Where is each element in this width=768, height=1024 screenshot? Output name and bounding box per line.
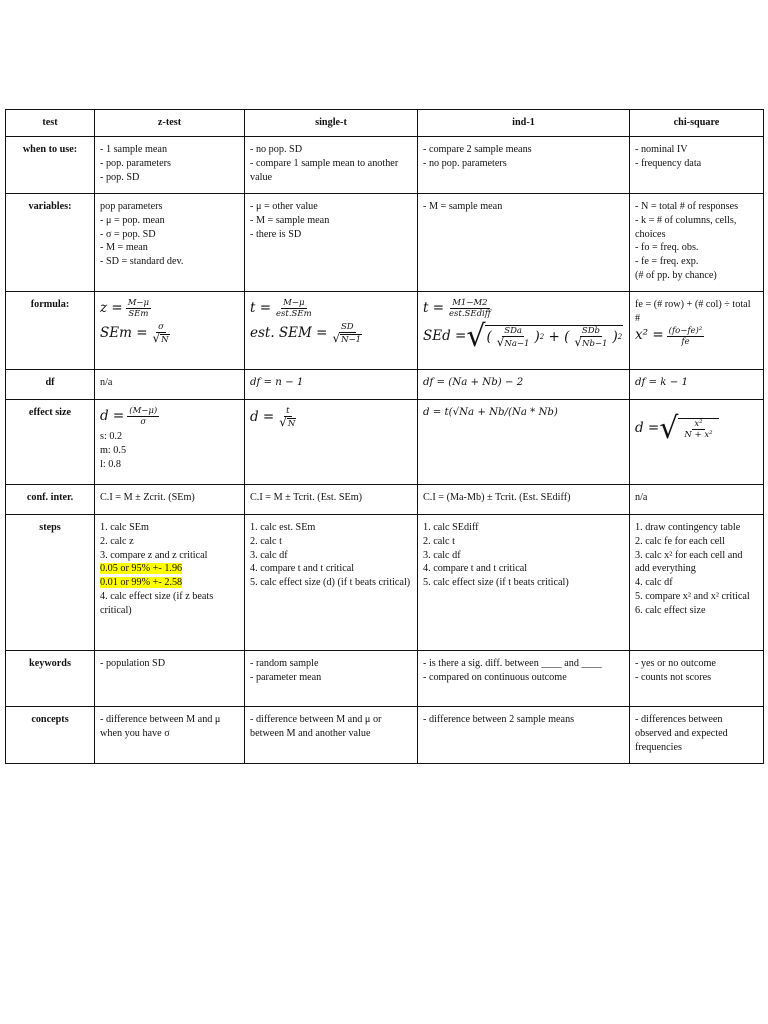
numerator: M−μ bbox=[127, 298, 150, 308]
radicand: N bbox=[161, 335, 169, 345]
cell-df-chi: df = k − 1 bbox=[630, 370, 764, 400]
cell-effect-chi bbox=[630, 400, 764, 485]
list-item: 3. calc x² for each cell and add everything bbox=[635, 549, 743, 575]
list-item: 2. calc z bbox=[100, 535, 134, 547]
header-chi-square: chi-square bbox=[630, 110, 764, 137]
cell-steps-ind bbox=[418, 515, 630, 651]
denominator: est.SEdiff bbox=[449, 309, 491, 319]
cell-when-t bbox=[245, 137, 418, 194]
list-item: - pop. parameters bbox=[100, 157, 171, 169]
list-item: l: 0.8 bbox=[100, 458, 121, 470]
sqrt-symbol: √ bbox=[332, 331, 341, 345]
fraction bbox=[495, 326, 532, 349]
list-item: - pop. SD bbox=[100, 171, 140, 183]
denominator bbox=[330, 333, 364, 345]
cell-formula-z bbox=[95, 292, 245, 370]
header-row bbox=[6, 110, 764, 137]
sqrt-symbol: √ bbox=[659, 411, 679, 446]
formula-lhs: d = bbox=[635, 420, 660, 437]
cell-steps-t bbox=[245, 515, 418, 651]
denominator bbox=[495, 337, 532, 349]
cell-variables-ind bbox=[418, 194, 630, 292]
cell-effect-ind: d = t(√Na + Nb/(Na * Nb) bbox=[418, 400, 630, 485]
row-variables bbox=[6, 194, 764, 292]
list-item: 1. calc est. SEm bbox=[250, 522, 316, 533]
highlighted-critical-value: 0.05 or 95% +- 1.96 bbox=[100, 563, 183, 575]
row-label-effect: effect size bbox=[6, 400, 95, 485]
list-item: 1. draw contingency table bbox=[635, 522, 741, 533]
radicand: N−1 bbox=[341, 335, 362, 345]
numerator: M1−M2 bbox=[452, 298, 488, 308]
list-item: s: 0.2 bbox=[100, 431, 123, 442]
fraction bbox=[127, 406, 159, 427]
fraction bbox=[447, 298, 493, 319]
denominator bbox=[572, 337, 609, 349]
radicand: N bbox=[287, 419, 296, 429]
fraction bbox=[330, 322, 364, 345]
list-item: - fe = freq. exp. bbox=[635, 256, 699, 268]
sed-formula bbox=[423, 319, 624, 354]
fraction bbox=[126, 298, 151, 319]
list-item: - μ = pop. mean bbox=[100, 214, 165, 226]
list-item: - compare 1 sample mean to another value bbox=[250, 157, 399, 183]
formula-lhs: z = bbox=[100, 299, 123, 316]
row-when-to-use bbox=[6, 137, 764, 194]
list-item: 3. compare z and z critical bbox=[100, 549, 208, 561]
cell-conf-z: C.I = M ± Zcrit. (SEm) bbox=[95, 485, 245, 515]
formula-lhs: d = bbox=[100, 407, 125, 424]
cell-keywords-ind bbox=[418, 651, 630, 707]
radicand: Nb−1 bbox=[582, 339, 608, 349]
formula-lhs: t = bbox=[423, 299, 445, 316]
list-item: - M = mean bbox=[100, 242, 148, 254]
row-keywords bbox=[6, 651, 764, 707]
list-item: - is there a sig. diff. between ____ and ____ bbox=[423, 658, 602, 669]
formula-lhs: est. SEM = bbox=[250, 324, 328, 341]
cell-keywords-chi bbox=[630, 651, 764, 707]
fraction bbox=[277, 406, 298, 429]
formula-lhs: x² = bbox=[635, 327, 664, 344]
cell-when-ind bbox=[418, 137, 630, 194]
list-item: (# of pp. by chance) bbox=[635, 269, 717, 281]
list-item: - population SD bbox=[100, 658, 166, 669]
list-item: 5. calc effect size (if t beats critical) bbox=[423, 577, 569, 589]
sqrt-symbol: √ bbox=[466, 319, 486, 354]
row-label-steps: steps bbox=[6, 515, 95, 651]
chi-square-formula bbox=[635, 326, 758, 347]
highlighted-critical-value: 0.01 or 99% +- 2.58 bbox=[100, 577, 183, 589]
ind-t-formula bbox=[423, 298, 624, 319]
cell-keywords-z bbox=[95, 651, 245, 707]
sqrt-symbol: √ bbox=[574, 335, 583, 349]
list-item: - M = sample mean bbox=[423, 201, 503, 212]
row-steps bbox=[6, 515, 764, 651]
radicand: ( $\frac{\text{SDa}}{√Na-1}$ ) 2 + ( $\frac{\text{SDb}}{√Nb-1}$ ) 2 bbox=[486, 326, 623, 349]
est-sem-formula bbox=[250, 322, 412, 345]
list-item: - frequency data bbox=[635, 157, 702, 169]
radicand: Na−1 bbox=[504, 339, 530, 349]
row-conf-inter bbox=[6, 485, 764, 515]
list-item: - nominal IV bbox=[635, 144, 688, 155]
list-item: 4. calc df bbox=[635, 577, 673, 589]
header-ind-1: ind-1 bbox=[418, 110, 630, 137]
cell-effect-t bbox=[245, 400, 418, 485]
numerator: σ bbox=[158, 322, 164, 332]
row-formula bbox=[6, 292, 764, 370]
sqrt-symbol: √ bbox=[152, 331, 161, 345]
row-label-variables: variables: bbox=[6, 194, 95, 292]
list-item: 4. compare t and t critical bbox=[423, 563, 528, 575]
list-item: - N = total # of responses bbox=[635, 201, 739, 212]
numerator: SDb bbox=[581, 326, 600, 336]
header-test: test bbox=[6, 110, 95, 137]
numerator: SDa bbox=[504, 326, 522, 336]
list-item: - no pop. parameters bbox=[423, 157, 507, 169]
cell-formula-ind bbox=[418, 292, 630, 370]
effect-formula-z bbox=[100, 406, 239, 427]
cell-conf-ind: C.I = (Ma-Mb) ± Tcrit. (Est. SEdiff) bbox=[418, 485, 630, 515]
fraction bbox=[682, 419, 714, 440]
cell-concepts-chi: - differences between observed and expected frequencies bbox=[630, 707, 764, 764]
row-label-when: when to use: bbox=[6, 137, 95, 194]
sem-formula bbox=[100, 322, 239, 345]
list-item: - parameter mean bbox=[250, 671, 322, 683]
fraction bbox=[274, 298, 314, 319]
radicand bbox=[678, 418, 718, 440]
cell-concepts-t: - difference between M and μ or between M and another value bbox=[245, 707, 418, 764]
denominator: fe bbox=[681, 336, 690, 347]
list-item: 2. calc t bbox=[423, 535, 455, 547]
list-item: 1. calc SEdiff bbox=[423, 522, 479, 533]
formula-lhs: SEd = bbox=[423, 328, 467, 345]
row-label-keywords: keywords bbox=[6, 651, 95, 707]
denominator: SEm bbox=[128, 309, 149, 319]
z-formula bbox=[100, 298, 239, 319]
cell-concepts-ind: - difference between 2 sample means bbox=[418, 707, 630, 764]
row-label-formula: formula: bbox=[6, 292, 95, 370]
row-label-df: df bbox=[6, 370, 95, 400]
formula-lhs: SEm = bbox=[100, 324, 148, 341]
fraction bbox=[572, 326, 609, 349]
cell-steps-chi bbox=[630, 515, 764, 651]
list-item: - SD = standard dev. bbox=[100, 256, 184, 268]
cell-df-t: df = n − 1 bbox=[245, 370, 418, 400]
list-item: - k = # of columns, cells, choices bbox=[635, 214, 737, 240]
formula-lhs: t = bbox=[250, 299, 272, 316]
cell-when-chi bbox=[630, 137, 764, 194]
denominator: est.SEm bbox=[276, 309, 312, 319]
header-z-test: z-test bbox=[95, 110, 245, 137]
list-item: - no pop. SD bbox=[250, 144, 303, 155]
cell-variables-chi bbox=[630, 194, 764, 292]
list-item: - compared on continuous outcome bbox=[423, 671, 567, 683]
cell-variables-z bbox=[95, 194, 245, 292]
cell-effect-z bbox=[95, 400, 245, 485]
list-item: - σ = pop. SD bbox=[100, 228, 156, 240]
formula-lhs: d = bbox=[250, 408, 275, 425]
cell-variables-t bbox=[245, 194, 418, 292]
t-formula bbox=[250, 298, 412, 319]
list-item: 5. compare x² and x² critical bbox=[635, 590, 750, 602]
cell-conf-t: C.I = M ± Tcrit. (Est. SEm) bbox=[245, 485, 418, 515]
cell-df-ind: df = (Na + Nb) − 2 bbox=[418, 370, 630, 400]
effect-formula-chi bbox=[635, 411, 758, 446]
cell-when-z bbox=[95, 137, 245, 194]
row-effect-size bbox=[6, 400, 764, 485]
list-item: - there is SD bbox=[250, 228, 302, 240]
cell-df-z: n/a bbox=[95, 370, 245, 400]
formula-sheet-table bbox=[5, 109, 764, 764]
list-item: 5. calc effect size (d) (if t beats critical) bbox=[250, 577, 411, 589]
numerator: SD bbox=[340, 322, 354, 332]
list-item: - compare 2 sample means bbox=[423, 144, 532, 155]
list-item: 2. calc t bbox=[250, 535, 282, 547]
fraction bbox=[667, 326, 705, 347]
effect-formula-t bbox=[250, 406, 412, 429]
list-item: - fo = freq. obs. bbox=[635, 242, 699, 254]
numerator: (fo−fe)² bbox=[668, 325, 703, 336]
list-item: pop parameters bbox=[100, 201, 163, 212]
sqrt-symbol: √ bbox=[279, 415, 287, 429]
cell-steps-z bbox=[95, 515, 245, 651]
row-df bbox=[6, 370, 764, 400]
row-concepts bbox=[6, 707, 764, 764]
cell-conf-chi: n/a bbox=[630, 485, 764, 515]
list-item: 6. calc effect size bbox=[635, 604, 706, 616]
denominator: N + x² bbox=[684, 430, 713, 440]
list-item: m: 0.5 bbox=[100, 444, 127, 456]
header-single-t: single-t bbox=[245, 110, 418, 137]
list-item: - M = sample mean bbox=[250, 214, 330, 226]
list-item: 4. compare t and t critical bbox=[250, 563, 355, 575]
cell-formula-t bbox=[245, 292, 418, 370]
list-item: - yes or no outcome bbox=[635, 658, 716, 669]
cell-keywords-t bbox=[245, 651, 418, 707]
list-item: 2. calc fe for each cell bbox=[635, 535, 725, 547]
cell-concepts-z: - difference between M and μ when you have σ bbox=[95, 707, 245, 764]
row-label-conf: conf. inter. bbox=[6, 485, 95, 515]
sqrt-symbol: √ bbox=[496, 335, 505, 349]
numerator: t bbox=[286, 406, 290, 416]
numerator: (M−μ) bbox=[129, 406, 158, 416]
fraction bbox=[151, 322, 172, 345]
list-item: - random sample bbox=[250, 658, 319, 669]
row-label-concepts: concepts bbox=[6, 707, 95, 764]
denominator bbox=[277, 417, 298, 429]
denominator bbox=[151, 333, 172, 345]
cell-formula-chi bbox=[630, 292, 764, 370]
fe-formula-text: fe = (# row) + (# col) ÷ total # bbox=[635, 299, 751, 324]
list-item: 3. calc df bbox=[423, 549, 461, 561]
numerator: x² bbox=[694, 419, 703, 429]
list-item: 1. calc SEm bbox=[100, 522, 149, 533]
list-item: 4. calc effect size (if z beats critical) bbox=[100, 590, 214, 616]
list-item: - 1 sample mean bbox=[100, 144, 168, 155]
list-item: - counts not scores bbox=[635, 671, 712, 683]
list-item: - μ = other value bbox=[250, 201, 318, 212]
numerator: M−μ bbox=[283, 298, 305, 308]
denominator: σ bbox=[140, 417, 147, 427]
list-item: 3. calc df bbox=[250, 549, 288, 561]
